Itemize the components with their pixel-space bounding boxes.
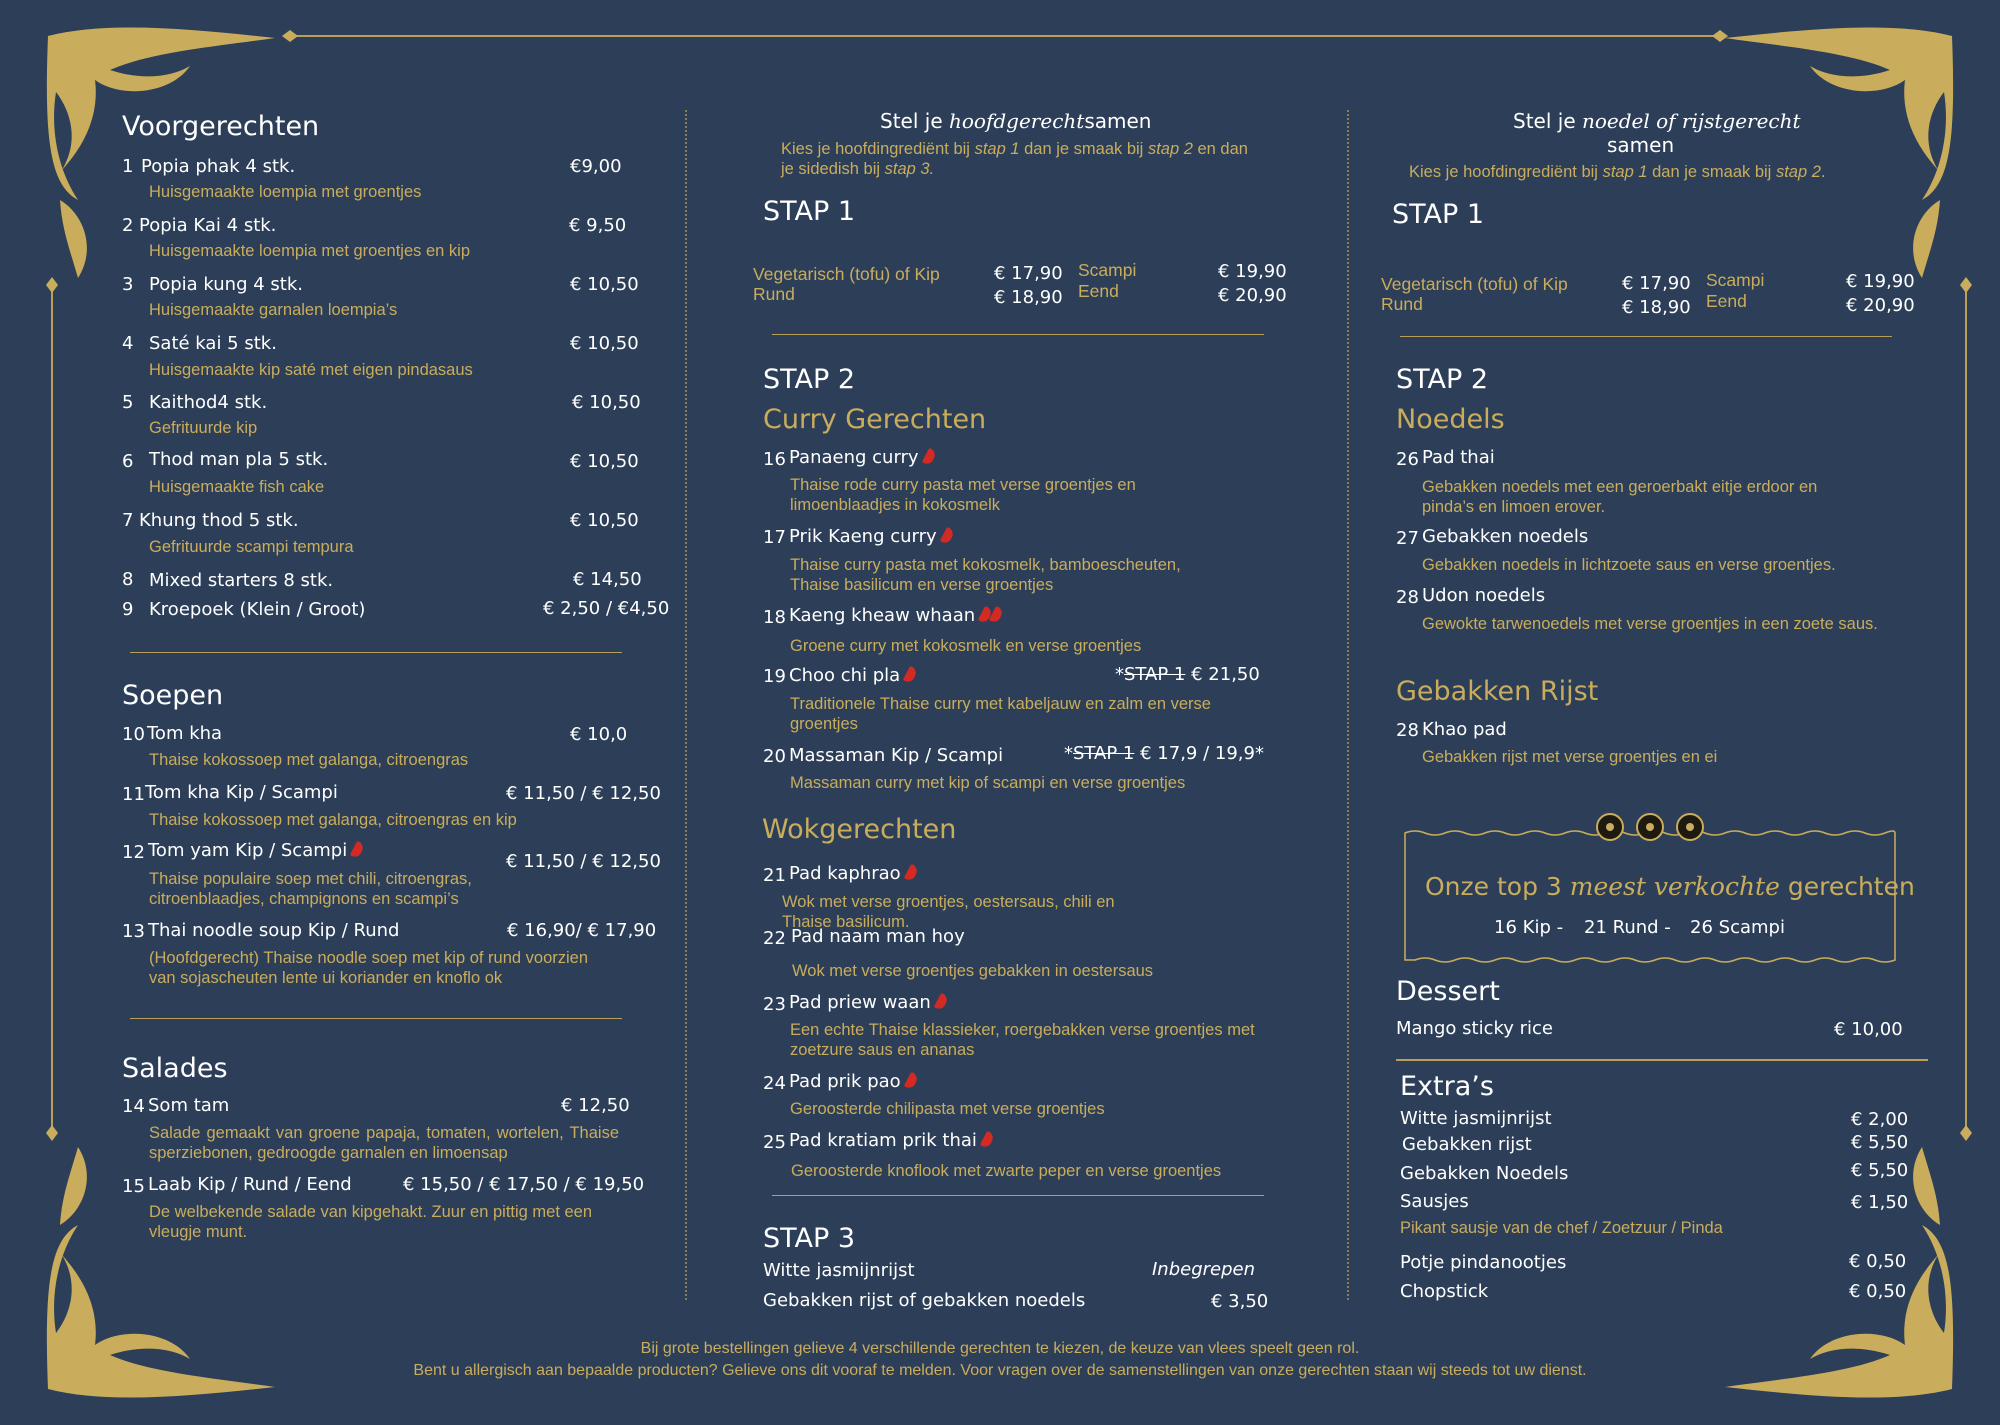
protein-option: Vegetarisch (tofu) of Kip <box>753 264 940 284</box>
item-number: 18 <box>763 607 786 628</box>
protein-price: € 20,90 <box>1218 285 1287 306</box>
menu-item-desc: Gefrituurde scampi tempura <box>149 538 354 556</box>
extra-name: Potje pindanootjes <box>1400 1252 1567 1273</box>
menu-item-price <box>1115 665 1260 686</box>
menu-item-price: € 10,50 <box>570 510 639 531</box>
subtitle-part: stap 2 <box>1775 163 1821 181</box>
step-title: STAP 3 <box>763 1223 856 1254</box>
menu-item-price: € 14,50 <box>573 569 642 590</box>
corner-ornament-tr <box>1725 27 1953 278</box>
divider <box>1400 336 1892 337</box>
menu-item-name <box>148 841 362 862</box>
protein-option: Scampi <box>1078 260 1137 280</box>
menu-item-name: Som tam <box>148 1095 230 1116</box>
menu-item-desc: Gefrituurde kip <box>149 419 258 437</box>
menu-item-desc: Thaise rode curry pasta met verse groentjes en limoenblaadjes in kokosmelk <box>790 476 1136 514</box>
step-title: STAP 2 <box>763 364 856 395</box>
item-number: 20 <box>763 746 786 767</box>
menu-item-name: Kroepoek (Klein / Groot) <box>149 599 366 620</box>
menu-item-desc: Gewokte tarwenoedels met verse groentjes in een zoete saus. <box>1422 615 1878 633</box>
item-number: 9 <box>122 599 134 620</box>
menu-item-name: Mixed starters 8 stk. <box>149 570 334 591</box>
item-number: 13 <box>122 921 145 942</box>
menu-item-price: € 16,90/ € 17,90 <box>507 920 657 941</box>
title-part: samen <box>1084 109 1152 133</box>
top3-item <box>1584 918 1671 939</box>
protein-price: € 19,90 <box>1218 261 1287 282</box>
item-number: 6 <box>122 451 134 472</box>
menu-item-name-text: Pad kratiam prik thai <box>789 1130 977 1151</box>
menu-item-name <box>789 864 916 885</box>
item-number: 7 <box>122 510 134 531</box>
section-title-curry: Curry Gerechten <box>763 404 987 435</box>
top3-item <box>1494 918 1563 939</box>
item-number: 23 <box>763 994 786 1015</box>
top3-title <box>1425 873 1915 902</box>
menu-item-price: € 10,50 <box>570 333 639 354</box>
item-number: 5 <box>122 392 134 413</box>
top3-label: Scampi <box>1718 917 1785 938</box>
section-title-soepen: Soepen <box>122 680 224 711</box>
column-title <box>880 110 1151 133</box>
extra-name: Sausjes <box>1400 1191 1469 1212</box>
section-title-gebakken-rijst: Gebakken Rijst <box>1396 676 1599 707</box>
protein-price: € 19,90 <box>1846 271 1915 292</box>
menu-item-name-text: Pad priew waan <box>789 992 931 1013</box>
extra-price: € 0,50 <box>1849 1251 1907 1272</box>
subtitle-part: dan je smaak bij <box>1652 163 1772 181</box>
title-italic: hoofdgerecht <box>948 109 1085 133</box>
menu-item-desc: Groene curry met kokosmelk en verse groentjes <box>790 637 1142 655</box>
section-title-wok: Wokgerechten <box>762 814 957 845</box>
subtitle-part: stap 1 <box>974 140 1020 158</box>
menu-item-name <box>789 666 915 687</box>
menu-item-desc: Geroosterde chilipasta met verse groentjes <box>790 1100 1105 1118</box>
menu-item-name: Popia Kai 4 stk. <box>139 215 277 236</box>
extra-name: Chopstick <box>1400 1281 1489 1302</box>
title-italic: noedel of rijstgerecht <box>1581 109 1801 133</box>
section-title-noedels: Noedels <box>1396 404 1505 435</box>
protein-price: € 17,90 <box>994 263 1063 284</box>
item-number: 11 <box>122 784 145 805</box>
price-note: * <box>1115 664 1124 685</box>
menu-item-name: Massaman Kip / Scampi <box>789 745 1004 766</box>
extra-price: € 1,50 <box>1851 1192 1909 1213</box>
item-number: 16 <box>763 449 786 470</box>
top3-item <box>1690 918 1785 939</box>
menu-item-name: Thai noodle soup Kip / Rund <box>148 920 400 941</box>
menu-item-desc: Gebakken rijst met verse groentjes en ei <box>1422 748 1718 766</box>
protein-option: Rund <box>753 284 795 304</box>
side-dish-name: Witte jasmijnrijst <box>763 1260 915 1281</box>
corner-ornament-br <box>1725 1147 1953 1398</box>
menu-item-price: € 10,50 <box>570 451 639 472</box>
section-title-salades: Salades <box>122 1053 228 1084</box>
menu-item-name: Popia kung 4 stk. <box>149 274 303 295</box>
menu-item-name-text: Pad prik pao <box>789 1071 901 1092</box>
menu-item-name-text: Kaeng kheaw whaan <box>789 605 976 626</box>
divider <box>1396 1059 1928 1061</box>
top3-label: Kip - <box>1522 917 1564 938</box>
divider <box>772 1195 1264 1196</box>
menu-item-price: € 11,50 / € 12,50 <box>506 851 661 872</box>
protein-option: Vegetarisch (tofu) of Kip <box>1381 274 1568 294</box>
title-part: Stel je <box>1513 109 1576 133</box>
extra-price: € 2,00 <box>1851 1109 1909 1130</box>
extra-name: Gebakken Noedels <box>1400 1163 1569 1184</box>
protein-price: € 17,90 <box>1622 273 1691 294</box>
menu-item-name <box>789 1072 916 1093</box>
menu-item-name: Tom kha Kip / Scampi <box>145 782 338 803</box>
section-title-extras: Extra’s <box>1400 1071 1494 1102</box>
protein-price: € 18,90 <box>994 287 1063 308</box>
menu-item-name <box>789 993 946 1014</box>
column-subtitle: Kies je hoofdingrediënt bij stap 1 dan je smaak bij stap 2. <box>1409 163 1826 181</box>
menu-item-price: € 2,50 / €4,50 <box>543 598 670 619</box>
protein-option: Eend <box>1706 291 1747 311</box>
protein-option: Rund <box>1381 294 1423 314</box>
menu-item-name: Saté kai 5 stk. <box>149 333 277 354</box>
menu-item-price: € 10,50 <box>570 274 639 295</box>
menu-item-desc: Traditionele Thaise curry met kabeljauw en zalm en verse groentjes <box>790 695 1211 733</box>
menu-item-name: Pad naam man hoy <box>791 926 965 947</box>
item-number: 27 <box>1396 528 1419 549</box>
menu-item-name <box>789 606 1001 627</box>
divider <box>130 652 622 653</box>
menu-item-name: Udon noedels <box>1422 585 1546 606</box>
item-number: 1 <box>122 156 134 177</box>
item-number: 16 <box>1494 917 1517 938</box>
item-number: 21 <box>763 865 786 886</box>
column-subtitle <box>781 139 1261 179</box>
menu-item-desc: Huisgemaakte fish cake <box>149 478 325 496</box>
menu-item-price: € 10,50 <box>572 392 641 413</box>
menu-item-name: Pad thai <box>1422 447 1495 468</box>
side-dish-price: € 3,50 <box>1211 1291 1269 1312</box>
column-title <box>1513 110 1801 133</box>
top3-italic: meest verkochte <box>1569 872 1780 901</box>
extra-name: Witte jasmijnrijst <box>1400 1108 1552 1129</box>
menu-item-desc: Thaise kokossoep met galanga, citroengras <box>149 751 469 769</box>
menu-item-name <box>789 448 934 469</box>
menu-item-desc: De welbekende salade van kipgehakt. Zuur en pittig met een vleugje munt. <box>149 1203 593 1241</box>
protein-option: Eend <box>1078 281 1119 301</box>
item-number: 3 <box>122 274 134 295</box>
menu-item-desc: Thaise kokossoep met galanga, citroengras en kip <box>149 811 517 829</box>
menu-item-desc: Huisgemaakte loempia met groentjes <box>149 183 422 201</box>
step-title: STAP 2 <box>1396 364 1489 395</box>
extra-price: € 5,50 <box>1851 1132 1909 1153</box>
menu-item-name-text: Tom yam Kip / Scampi <box>148 840 348 861</box>
menu-item-price <box>1064 744 1264 765</box>
extra-price: € 0,50 <box>1849 1281 1907 1302</box>
step-title: STAP 1 <box>763 196 856 227</box>
menu-item-name: Khung thod 5 stk. <box>139 510 299 531</box>
divider <box>130 1018 622 1019</box>
menu-item-desc: Thaise populaire soep met chili, citroengras, citroenblaadjes, champignons en scampi’s <box>149 870 472 908</box>
menu-item-name-text: Choo chi pla <box>789 665 901 686</box>
menu-item-name <box>789 1131 992 1152</box>
footer-note: Bij grote bestellingen gelieve 4 verschillende gerechten te kiezen, de keuze van vlees speelt geen rol. <box>640 1340 1360 1357</box>
menu-item-desc: Huisgemaakte kip saté met eigen pindasaus <box>149 361 473 379</box>
menu-item-price: € 15,50 / € 17,50 / € 19,50 <box>403 1174 645 1195</box>
menu-item-price: € 11,50 / € 12,50 <box>506 783 661 804</box>
menu-item-name: Kaithod4 stk. <box>149 392 268 413</box>
item-number: 15 <box>122 1176 145 1197</box>
protein-price: € 20,90 <box>1846 295 1915 316</box>
item-number: 10 <box>122 724 145 745</box>
menu-item-name-text: Prik Kaeng curry <box>789 526 937 547</box>
column-divider-2 <box>1347 110 1349 1300</box>
menu-item-desc: Massaman curry met kip of scampi en verse groentjes <box>790 774 1186 792</box>
item-number: 14 <box>122 1096 145 1117</box>
section-title-voorgerechten: Voorgerechten <box>122 111 320 142</box>
subtitle-part: stap 2 <box>1147 140 1193 158</box>
item-number: 26 <box>1690 917 1713 938</box>
menu-item-desc: (Hoofdgerecht) Thaise noodle soep met kip of rund voorzien van sojascheuten lente ui koriander en knoflo ok <box>149 949 589 987</box>
item-number: 4 <box>122 333 134 354</box>
item-number: 8 <box>122 569 134 590</box>
protein-price: € 18,90 <box>1622 297 1691 318</box>
column-divider-1 <box>685 110 687 1300</box>
menu-item-price: €9,00 <box>570 156 622 177</box>
menu-item-desc: Huisgemaakte garnalen loempia’s <box>149 301 398 319</box>
item-number: 12 <box>122 842 145 863</box>
menu-item-name-text: Panaeng curry <box>789 447 919 468</box>
subtitle-part: stap 3. <box>884 160 935 178</box>
menu-item-price: € 10,00 <box>1834 1019 1903 1040</box>
step-title: STAP 1 <box>1392 199 1485 230</box>
divider <box>772 334 1264 335</box>
item-number: 19 <box>763 666 786 687</box>
item-number: 28 <box>1396 587 1419 608</box>
menu-item-desc: Een echte Thaise klassieker, roergebakken verse groentjes met zoetzure saus en ananas <box>790 1021 1255 1059</box>
menu-item-name: Popia phak 4 stk. <box>141 156 296 177</box>
protein-option: Scampi <box>1706 270 1765 290</box>
item-number: 22 <box>763 928 786 949</box>
extra-price: € 5,50 <box>1851 1160 1909 1181</box>
extra-name: Gebakken rijst <box>1402 1134 1532 1155</box>
subtitle-part: Kies je hoofdingrediënt bij <box>781 140 970 158</box>
menu-item-desc: Geroosterde knoflook met zwarte peper en verse groentjes <box>791 1162 1222 1180</box>
footer-note: Bent u allergisch aan bepaalde producten? Gelieve ons dit vooraf te melden. Voor vragen over de samenstellingen van onze gerechten staan wij steeds tot uw dienst. <box>413 1362 1587 1379</box>
menu-item-price: € 12,50 <box>561 1095 630 1116</box>
column-title-line2: samen <box>1607 133 1675 157</box>
item-number: 2 <box>122 215 134 236</box>
top3-part: Onze top 3 <box>1425 872 1562 901</box>
menu-item-name: Mango sticky rice <box>1396 1018 1553 1039</box>
menu-item-desc: Gebakken noedels in lichtzoete saus en verse groentjes. <box>1422 556 1836 574</box>
item-number: 25 <box>763 1132 786 1153</box>
title-part: Stel je <box>880 109 943 133</box>
price-strike: STAP 1 <box>1073 743 1135 764</box>
menu-item-name: Khao pad <box>1422 719 1507 740</box>
menu-item-desc: Gebakken noedels met een geroerbakt eitje erdoor en pinda’s en limoen erover. <box>1422 478 1818 516</box>
subtitle-part: en dan je sidedish bij <box>781 140 1248 178</box>
item-number: 21 <box>1584 917 1607 938</box>
menu-item-desc: Salade gemaakt van groene papaja, tomaten, wortelen, Thaise sperziebonen, gedroogde garnalen en limoensap <box>149 1124 619 1162</box>
item-number: 24 <box>763 1073 786 1094</box>
item-number: 28 <box>1396 720 1419 741</box>
menu-item-desc: Wok met verse groentjes gebakken in oestersaus <box>792 962 1154 980</box>
side-dish-price: Inbegrepen <box>1152 1259 1256 1280</box>
menu-item-name: Gebakken noedels <box>1422 526 1589 547</box>
menu-item-name <box>789 527 952 548</box>
menu-item-desc: Wok met verse groentjes, oestersaus, chili en Thaise basilicum. <box>782 893 1115 931</box>
price-value: € 17,9 / 19,9* <box>1140 743 1264 764</box>
price-note: * <box>1064 743 1073 764</box>
menu-item-name: Laab Kip / Rund / Eend <box>148 1174 352 1195</box>
subtitle-part: Kies je hoofdingrediënt bij <box>1409 163 1598 181</box>
menu-item-desc: Thaise curry pasta met kokosmelk, bamboescheuten, Thaise basilicum en verse groentjes <box>790 556 1181 594</box>
menu-item-name: Thod man pla 5 stk. <box>149 449 329 470</box>
section-title-dessert: Dessert <box>1396 976 1500 1007</box>
side-dish-name: Gebakken rijst of gebakken noedels <box>763 1290 1086 1311</box>
top3-part: gerechten <box>1787 872 1915 901</box>
subtitle-part: dan je smaak bij <box>1024 140 1144 158</box>
menu-item-name: Tom kha <box>147 723 223 744</box>
menu-item-desc: Huisgemaakte loempia met groentjes en kip <box>149 242 471 260</box>
subtitle-part: stap 1 <box>1602 163 1648 181</box>
sauce-options: Pikant sausje van de chef / Zoetzuur / Pinda <box>1400 1219 1723 1237</box>
price-strike: STAP 1 <box>1124 664 1186 685</box>
menu-item-price: € 9,50 <box>569 215 627 236</box>
corner-ornament-tl <box>47 27 275 278</box>
item-number: 17 <box>763 527 786 548</box>
menu-item-price: € 10,0 <box>570 724 628 745</box>
item-number: 26 <box>1396 449 1419 470</box>
price-value: € 21,50 <box>1191 664 1260 685</box>
menu-item-name-text: Pad kaphrao <box>789 863 901 884</box>
top3-label: Rund - <box>1612 917 1671 938</box>
